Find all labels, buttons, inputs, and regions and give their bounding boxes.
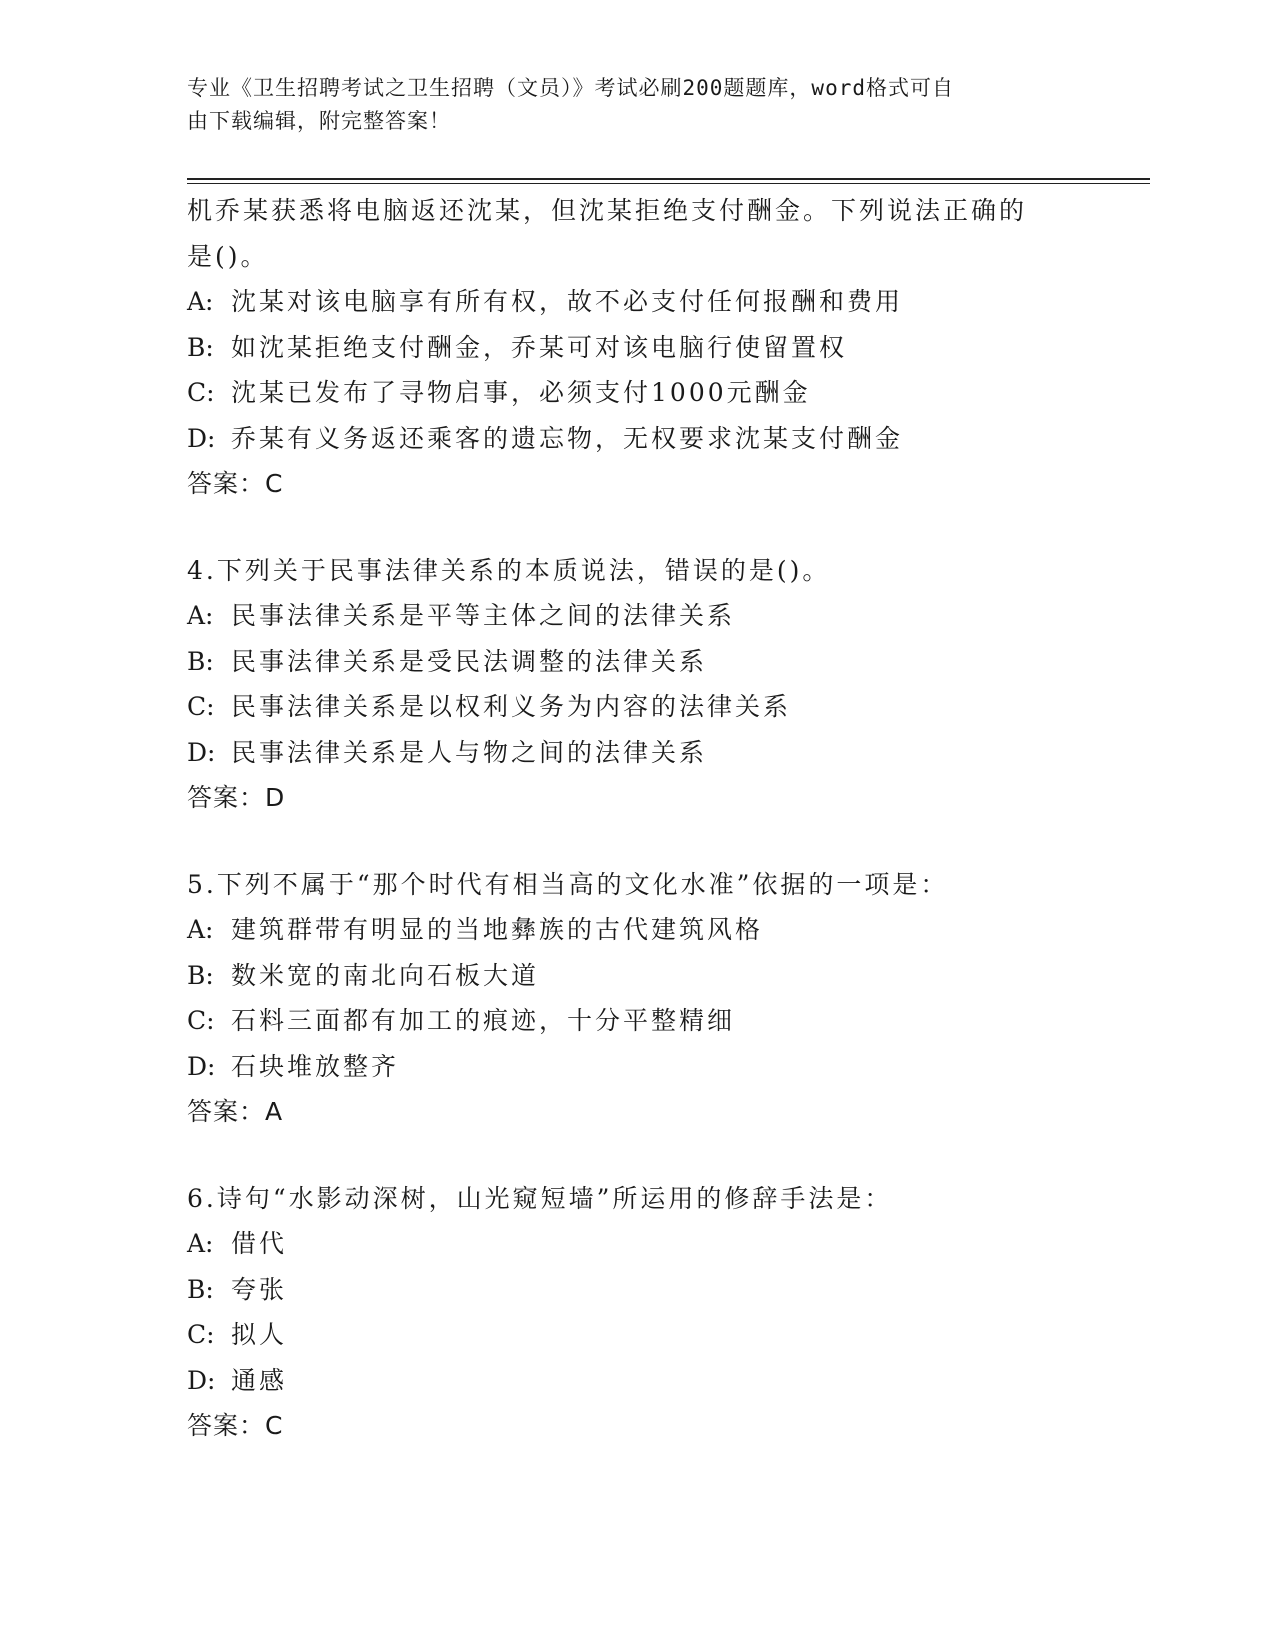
question-stem: 6.诗句“水影动深树，山光窥短墙”所运用的修辞手法是： bbox=[187, 1183, 893, 1213]
option-b bbox=[187, 953, 1067, 999]
question-4 bbox=[187, 548, 1067, 821]
question-spacer bbox=[187, 821, 1067, 862]
option-text: 石块堆放整齐 bbox=[231, 1051, 400, 1081]
option-letter: A: bbox=[187, 1229, 214, 1258]
option-letter: B: bbox=[187, 332, 214, 362]
option-text: 建筑群带有明显的当地彝族的古代建筑风格 bbox=[231, 915, 764, 944]
option-text: 石料三面都有加工的痕迹，十分平整精细 bbox=[231, 1006, 736, 1035]
question-stem: 4.下列关于民事法律关系的本质说法，错误的是()。 bbox=[187, 555, 831, 585]
question-5 bbox=[187, 862, 1067, 1135]
question-6 bbox=[187, 1176, 1067, 1449]
option-c bbox=[187, 370, 1067, 416]
option-text: 通感 bbox=[231, 1365, 288, 1395]
option-letter: D: bbox=[187, 1365, 216, 1395]
answer-line: 答案：A bbox=[187, 1097, 284, 1126]
question-list bbox=[187, 188, 1067, 1449]
option-text: 民事法律关系是人与物之间的法律关系 bbox=[231, 737, 708, 767]
option-letter: A: bbox=[187, 601, 214, 630]
option-text: 沈某已发布了寻物启事，必须支付1000元酬金 bbox=[231, 378, 811, 407]
option-letter: C: bbox=[187, 1006, 215, 1035]
option-letter: C: bbox=[187, 692, 215, 721]
option-b bbox=[187, 639, 1067, 685]
header-title-line-1: 专业《卫生招聘考试之卫生招聘（文员）》考试必刷200题题库，word格式可自 bbox=[187, 76, 954, 100]
option-text: 如沈某拒绝支付酬金，乔某可对该电脑行使留置权 bbox=[231, 332, 848, 362]
answer-line: 答案：D bbox=[187, 783, 286, 812]
header-divider bbox=[187, 178, 1150, 184]
header-title-line-2: 由下载编辑，附完整答案！ bbox=[187, 109, 451, 133]
option-text: 数米宽的南北向石板大道 bbox=[231, 960, 540, 990]
option-c bbox=[187, 998, 1067, 1044]
option-d bbox=[187, 1044, 1067, 1090]
answer-line: 答案：C bbox=[187, 469, 284, 498]
option-letter: D: bbox=[187, 737, 216, 767]
option-a bbox=[187, 907, 1067, 953]
option-d bbox=[187, 730, 1067, 776]
option-a bbox=[187, 279, 1067, 325]
question-spacer bbox=[187, 1135, 1067, 1176]
option-c bbox=[187, 684, 1067, 730]
option-a bbox=[187, 593, 1067, 639]
question-stem: 5.下列不属于“那个时代有相当高的文化水准”依据的一项是： bbox=[187, 869, 949, 899]
option-text: 拟人 bbox=[231, 1320, 288, 1349]
option-letter: D: bbox=[187, 1051, 216, 1081]
option-text: 乔某有义务返还乘客的遗忘物，无权要求沈某支付酬金 bbox=[231, 423, 904, 453]
question-stem-line: 机乔某获悉将电脑返还沈某，但沈某拒绝支付酬金。下列说法正确的 bbox=[187, 196, 1028, 225]
option-letter: B: bbox=[187, 646, 214, 676]
option-c bbox=[187, 1312, 1067, 1358]
option-letter: B: bbox=[187, 1274, 214, 1304]
option-b bbox=[187, 1267, 1067, 1313]
option-letter: A: bbox=[187, 287, 214, 316]
option-d bbox=[187, 1358, 1067, 1404]
option-b bbox=[187, 325, 1067, 371]
document-header bbox=[187, 72, 1067, 138]
option-letter: A: bbox=[187, 915, 214, 944]
option-text: 夸张 bbox=[231, 1274, 288, 1304]
question-3 bbox=[187, 188, 1067, 507]
option-d bbox=[187, 416, 1067, 462]
option-text: 沈某对该电脑享有所有权，故不必支付任何报酬和费用 bbox=[231, 287, 904, 316]
option-text: 借代 bbox=[231, 1229, 288, 1258]
option-text: 民事法律关系是以权利义务为内容的法律关系 bbox=[231, 692, 792, 721]
option-letter: C: bbox=[187, 378, 215, 407]
option-a bbox=[187, 1221, 1067, 1267]
option-text: 民事法律关系是平等主体之间的法律关系 bbox=[231, 601, 736, 630]
question-spacer bbox=[187, 507, 1067, 548]
option-text: 民事法律关系是受民法调整的法律关系 bbox=[231, 646, 708, 676]
answer-line: 答案：C bbox=[187, 1411, 284, 1440]
option-letter: B: bbox=[187, 960, 214, 990]
question-stem-line: 是()。 bbox=[187, 241, 269, 271]
option-letter: C: bbox=[187, 1320, 215, 1349]
option-letter: D: bbox=[187, 423, 216, 453]
